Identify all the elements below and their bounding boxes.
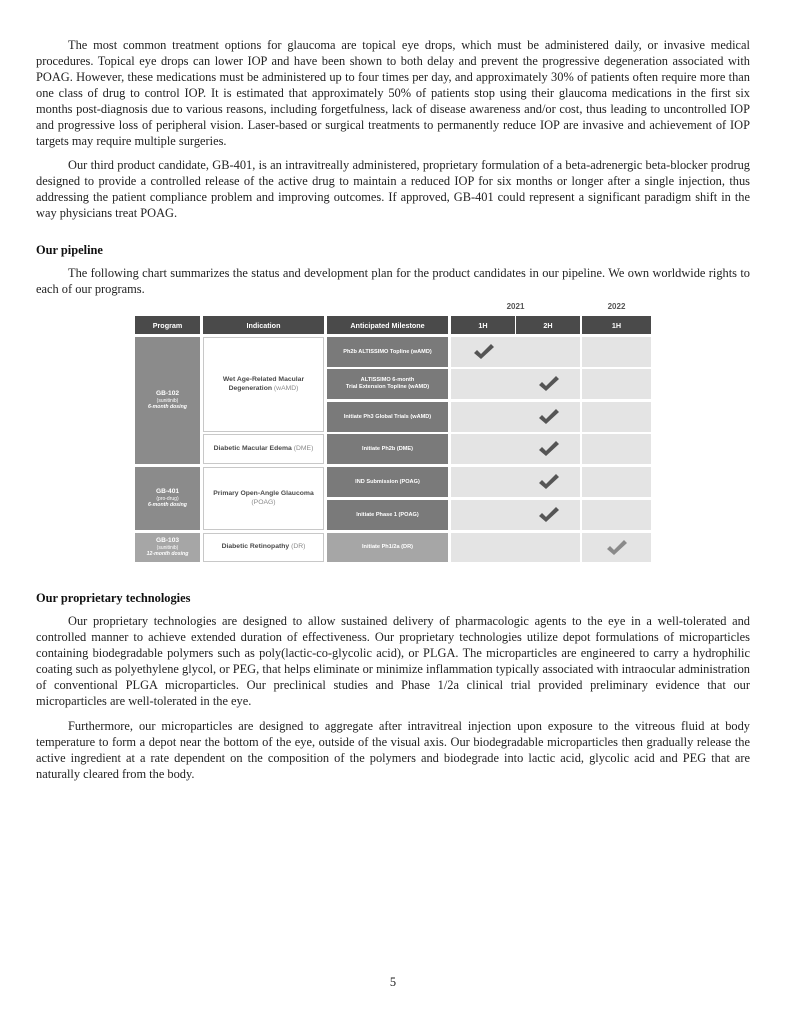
program-name: GB-103 [155, 537, 180, 544]
check-mark-icon [606, 540, 628, 556]
indication-line1: Wet Age-Related Macular [222, 376, 305, 383]
check-mark-icon [473, 344, 495, 360]
indication-dr [203, 533, 324, 562]
check-mark-icon [538, 441, 560, 457]
program-gb103 [135, 533, 200, 562]
timeline-cell [582, 337, 651, 367]
program-name: GB-102 [155, 390, 180, 397]
header-program: Program [135, 316, 200, 334]
indication-line2: Degeneration [228, 384, 272, 392]
timeline-cell [582, 434, 651, 464]
timeline-cell [582, 467, 651, 497]
milestone-text: Ph2b ALTISSIMO Topline (wAMD) [343, 348, 432, 355]
gb401-paragraph: Our third product candidate, GB-401, is an intravitreally administered, proprietary formulation of a beta-adrenergic beta-blocker prodrug designed to provide a controlled release of the active drug to maintain a reduced IOP for six months or longer after a single injection, thus addressing the patient compliance problem and improving outcomes. If approved, GB-401 could represent a significant paradigm shift in the way physicians treat POAG. [36, 158, 750, 220]
technologies-paragraph-1: Our proprietary technologies are designed to allow sustained delivery of pharmacologic agents to the eye in a well-tolerated and controlled manner to achieve extended duration of effectiveness. Our proprietary technologies utilize depot formulations of microparticles containing biodegradable polymers such as poly(lactic-co-glycolic acid), or PLGA. The microparticles are engineered to carry a hydrophilic coating such as polyethylene glycol, or PEG, that helps eliminate or minimize inflammation typically associated with intraocular administration of conventional PLGA microparticles. Our preclinical studies and Phase 1/2a clinical trial provided preliminary evidence that our microparticles are well-tolerated in the eye. [36, 614, 750, 708]
indication-poag [203, 467, 324, 530]
program-dosing: 12-month dosing [146, 551, 189, 557]
technologies-heading: Our proprietary technologies [36, 591, 191, 605]
timeline-cell [451, 402, 580, 432]
check-mark-icon [538, 507, 560, 523]
timeline-cell [582, 500, 651, 530]
milestone-ind-poag [327, 467, 448, 497]
milestone-altissimo-topline [327, 337, 448, 367]
milestone-text-line2: Trial Extension Topline (wAMD) [345, 384, 430, 390]
year-label-2022: 2022 [607, 302, 626, 311]
header-indication: Indication [203, 316, 324, 334]
technologies-paragraph-2: Furthermore, our microparticles are designed to aggregate after intravitreal injection upon exposure to the vitreous fluid at body temperature to form a depot near the bottom of the eye, outside of the visual axis. Our biodegradable microparticles then gradually release the active ingredient at a rate dependent on the composition of the polymers and biodegrade into lactic acid, glycolic acid and PEG that are naturally cleared from the body. [36, 719, 750, 781]
milestone-text: ALTISSIMO 6-month [360, 377, 415, 383]
milestone-phase1-poag [327, 500, 448, 530]
milestone-ph1-2a-dr [327, 533, 448, 562]
year-label-2021: 2021 [506, 302, 525, 311]
pipeline-intro-paragraph: The following chart summarizes the status and development plan for the product candidates in our pipeline. We own worldwide rights to each of our programs. [36, 266, 750, 296]
timeline-cell [451, 533, 580, 562]
timeline-cell [451, 337, 580, 367]
timeline-cell [582, 369, 651, 399]
milestone-text: IND Submission (POAG) [355, 478, 420, 485]
program-compound: (sunitinib) [156, 545, 179, 551]
indication-line1: Diabetic Retinopathy [221, 543, 290, 551]
indication-abbr: (DME) [293, 444, 314, 452]
program-gb401 [135, 467, 200, 530]
indication-abbr: (POAG) [251, 498, 276, 506]
milestone-text: Initiate Ph3 Global Trials (wAMD) [343, 413, 432, 420]
program-name: GB-401 [155, 488, 180, 495]
program-compound: (sunitinib) [156, 398, 179, 404]
timeline-cell [451, 500, 580, 530]
program-dosing: 6-month dosing [148, 502, 187, 508]
indication-dme [203, 434, 324, 464]
milestone-text: Initiate Ph2b (DME) [362, 445, 413, 452]
milestone-altissimo-extension [327, 369, 448, 399]
timeline-cell [582, 402, 651, 432]
header-2021-2h: 2H [516, 316, 580, 334]
page-number: 5 [389, 975, 397, 989]
check-mark-icon [538, 376, 560, 392]
milestone-ph2b-dme [327, 434, 448, 464]
program-dosing: 6-month dosing [148, 404, 187, 410]
indication-line1: Primary Open-Angle Glaucoma [213, 490, 314, 497]
indication-wamd [203, 337, 324, 432]
header-2021-1h: 1H [451, 316, 515, 334]
timeline-cell [451, 434, 580, 464]
timeline-cell [451, 467, 580, 497]
header-2022-1h: 1H [582, 316, 651, 334]
milestone-text: Initiate Phase 1 (POAG) [356, 511, 419, 518]
pipeline-heading: Our pipeline [36, 243, 103, 257]
program-gb102 [135, 337, 200, 464]
indication-line1: Diabetic Macular Edema [213, 444, 292, 452]
check-mark-icon [538, 474, 560, 490]
timeline-cell [451, 369, 580, 399]
milestone-text: Initiate Ph1/2a (DR) [362, 544, 413, 550]
program-compound: (pro-drug) [156, 496, 179, 502]
glaucoma-treatment-paragraph: The most common treatment options for glaucoma are topical eye drops, which must be administered daily, or invasive medical procedures. Topical eye drops can lower IOP and have been shown to both delay and prevent the progressive degeneration associated with POAG. However, these medications must be administered up to four times per day, and approximately 30% of patients often require more than one class of drug to control IOP. It is estimated that approximately 50% of patients stop using their glaucoma medications in the first six months post-diagnosis due to various reasons, including forgetfulness, lack of disease awareness and/or cost, thus leading to uncontrolled IOP and progressive loss of peripheral vision. Laser-based or surgical treatments to permanently reduce IOP are invasive and achievement of IOP targets may require multiple surgeries. [36, 38, 750, 148]
milestone-ph3-global [327, 402, 448, 432]
check-mark-icon [538, 409, 560, 425]
header-milestone: Anticipated Milestone [327, 316, 448, 334]
indication-abbr: (DR) [291, 543, 306, 551]
indication-abbr: (wAMD) [273, 384, 299, 392]
